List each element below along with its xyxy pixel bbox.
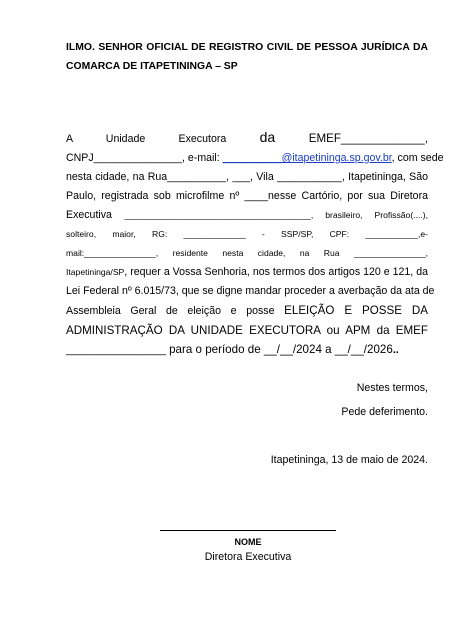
- closing-nestes-termos: Nestes termos,: [356, 382, 428, 394]
- request-body: [66, 128, 444, 360]
- body-line-8: Itapetininga/SP, requer a Vossa Senhoria, nos termos dos artigos 120 e 121, da: [66, 266, 428, 278]
- body-line-12: _________________ para o período de __/__/2024 a __/__/2026..: [66, 343, 399, 356]
- body-line-6: solteiro, maior, RG: _____________ - SSP/SP, CPF: ___________,e-: [66, 229, 428, 239]
- closing-pede-deferimento: Pede deferimento.: [341, 406, 428, 418]
- body-line-11: ADMINISTRAÇÃO DA UNIDADE EXECUTORA ou APM da EMEF: [66, 324, 428, 337]
- signature-line: [160, 530, 336, 531]
- signature-name: NOME: [234, 537, 262, 547]
- header-line-2: COMARCA DE ITAPETININGA – SP: [66, 61, 238, 72]
- body-line-1: A Unidade Executora da EMEF_____________,: [66, 129, 428, 145]
- signature-role: Diretora Executiva: [204, 551, 292, 563]
- body-line-3: nesta cidade, na Rua__________, ___, Vila ___________, Itapetininga, São: [66, 171, 428, 183]
- body-line-10: Assembleia Geral de eleição e posse ELEIÇÃO E POSSE DA: [66, 304, 428, 317]
- body-line-2: CNPJ_______________, e-mail: __________@itapetininga.sp.gov.br, com sede: [66, 152, 444, 164]
- email-link[interactable]: __________@itapetininga.sp.gov.br: [222, 152, 392, 164]
- document-header: [66, 38, 428, 76]
- header-line-1: ILMO. SENHOR OFICIAL DE REGISTRO CIVIL DE PESSOA JURÍDICA DA: [66, 42, 428, 53]
- body-line-5: Executiva _______________________________________, brasileiro, Profissão(....),: [66, 209, 428, 221]
- body-line-9: Lei Federal nº 6.015/73, que se digne mandar proceder a averbação da ata de: [66, 285, 435, 297]
- body-line-7: mail:_______________, residente nesta cidade, na Rua _______________,: [66, 248, 428, 258]
- body-line-4: Paulo, registrada sob microfilme nº ____nesse Cartório, por sua Diretora: [66, 190, 428, 202]
- closing-date: Itapetininga, 13 de maio de 2024.: [270, 454, 428, 466]
